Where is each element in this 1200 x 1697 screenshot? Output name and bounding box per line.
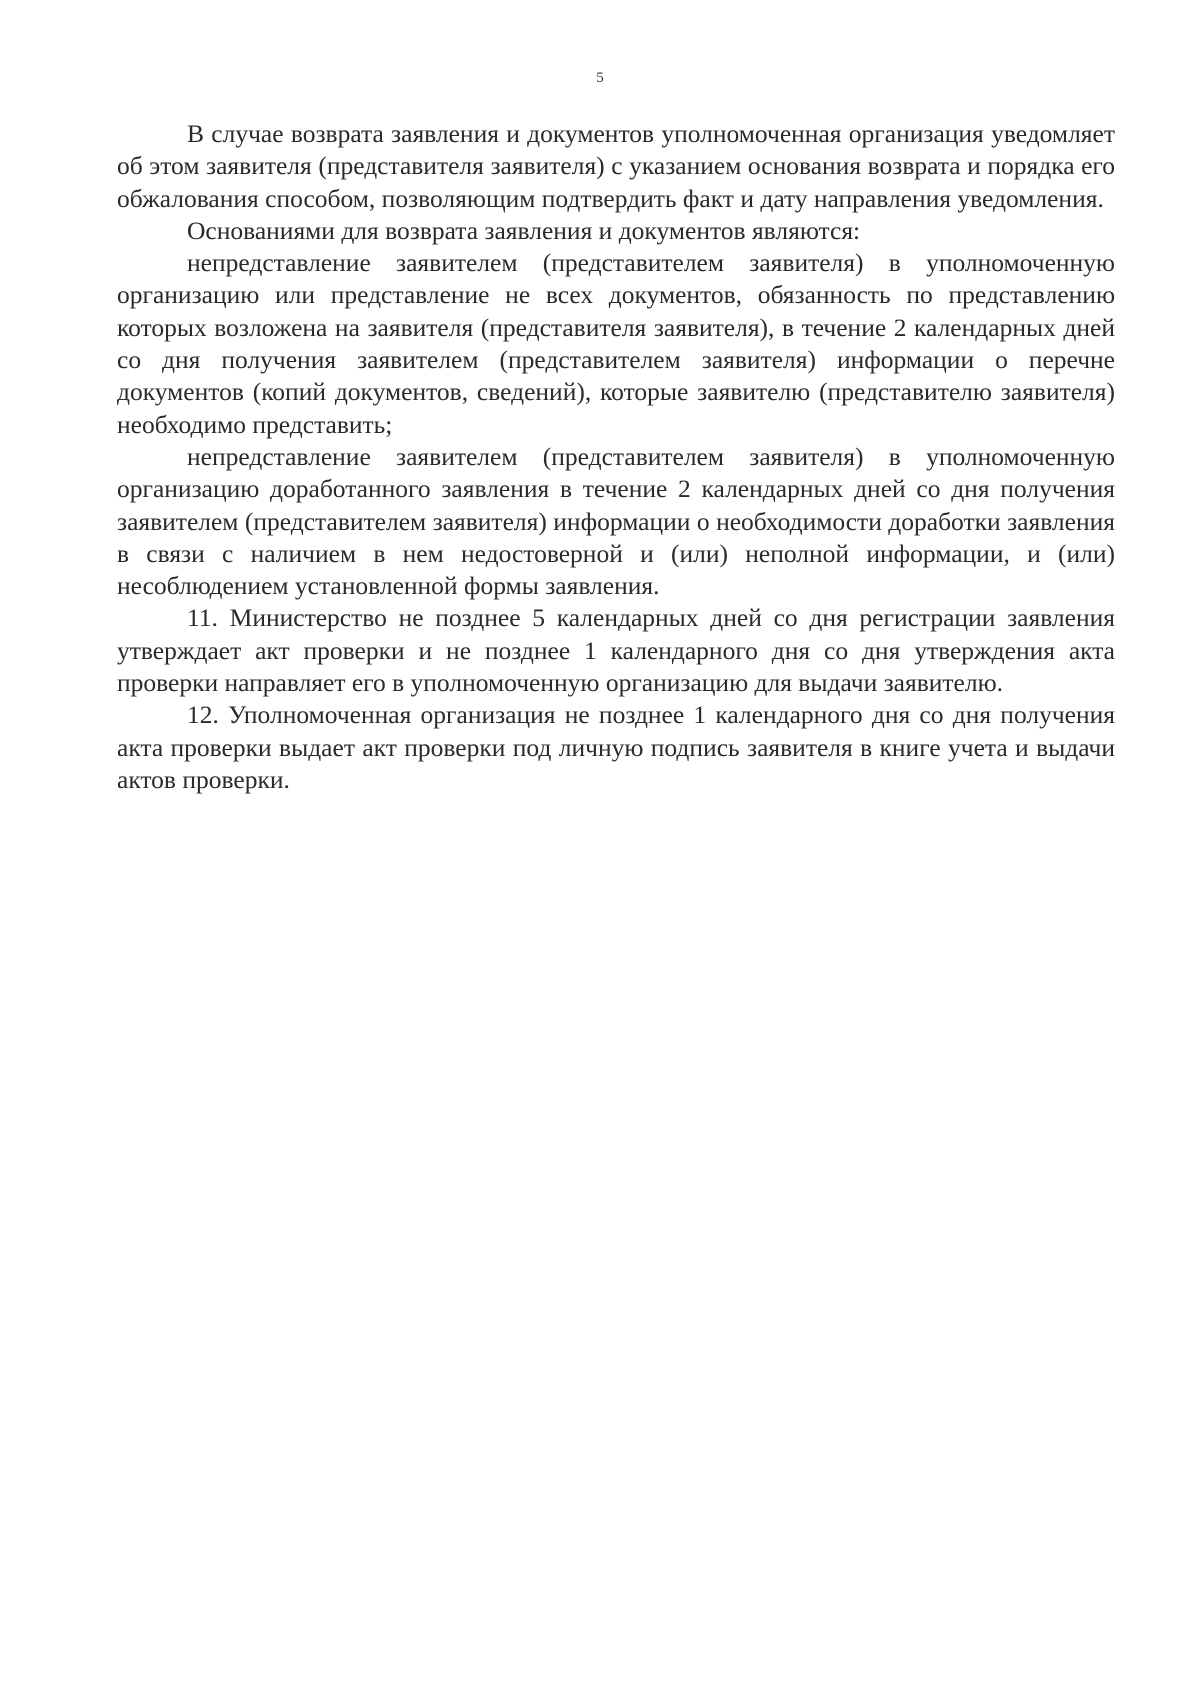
paragraph-clause-12: 12. Уполномоченная организация не позднее 1 календарного дня со дня получения акта проверки выдает акт проверки под личную подпись заявителя в книге учета и выдачи актов проверки. — [117, 700, 1115, 794]
page-number: 5 — [596, 70, 604, 86]
paragraph-clause-11: 11. Министерство не позднее 5 календарных дней со дня регистрации заявления утверждает акт проверки и не позднее 1 календарного дня со дня утверждения акта проверки направляет его в уполномоченную организацию для выдачи заявителю. — [117, 603, 1115, 698]
paragraph-return-grounds-intro: Основаниями для возврата заявления и документов являются: — [187, 215, 861, 245]
paragraph-return-notice: В случае возврата заявления и документов уполномоченная организация уведомляет об этом заявителя (представителя заявителя) с указанием основания возврата и порядка его обжалования способом, позволяющим подтвердить факт и дату направления уведомления. — [117, 119, 1115, 213]
document-body — [117, 118, 1115, 796]
paragraph-ground-revised-application: непредставление заявителем (представителем заявителя) в уполномоченную организацию доработанного заявления в течение 2 календарных дней со дня получения заявителем (представителем заявителя) информации о необходимости доработки заявления в связи с наличием в нем недостоверной и (или) неполной информации, и (или) несоблюдением установленной формы заявления. — [117, 441, 1115, 601]
paragraph-ground-missing-documents: непредставление заявителем (представителем заявителя) в уполномоченную организацию или представление не всех документов, обязанность по представлению которых возложена на заявителя (представителя заявителя), в течение 2 календарных дней со дня получения заявителем (представителем заявителя) информации о перечне документов (копий документов, сведений), которые заявителю (представителю заявителя) необходимо представить; — [117, 248, 1115, 439]
